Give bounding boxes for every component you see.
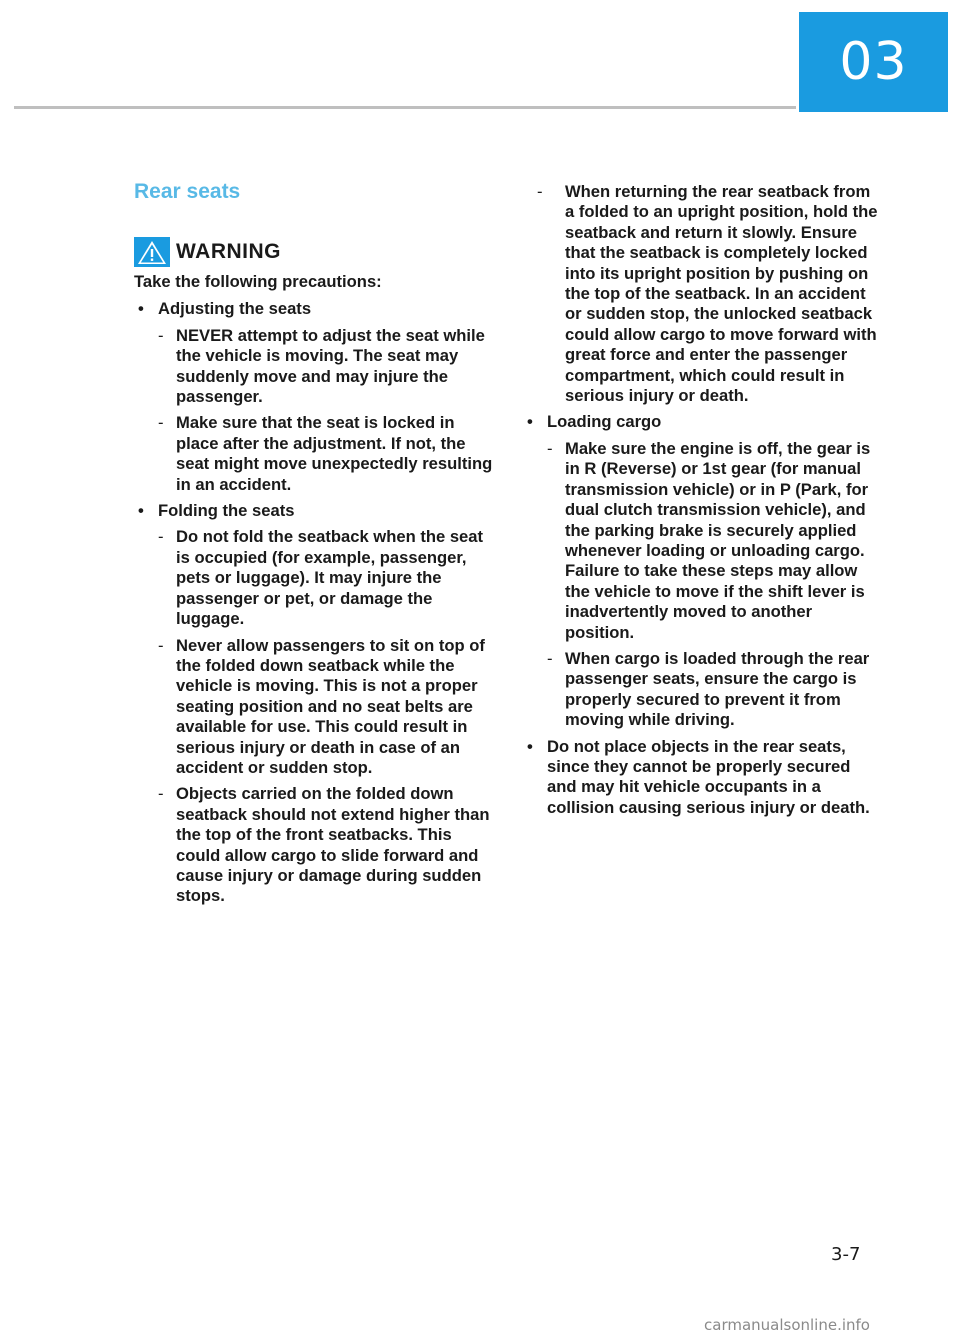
dash-item <box>158 413 494 495</box>
dash-item-text: Never allow passengers to sit on top of the folded down seatback while the vehicle is moving. This is not a proper seating position and no seat belts are available for use. This could result in serious injury or death in case of an accident or sudden stop. <box>176 635 485 777</box>
dash-item <box>158 527 494 629</box>
bullet-title: Folding the seats <box>158 501 295 521</box>
bullet-item <box>134 501 494 907</box>
bullet-title: Loading cargo <box>547 412 662 432</box>
right-bullet-list <box>523 412 878 818</box>
dash-marker: - <box>158 527 164 547</box>
left-column <box>134 238 494 913</box>
dash-list <box>158 527 494 906</box>
dash-item-text: Do not fold the seatback when the seat is occupied (for example, passenger, pets or luggage). It may injure the passenger or pet, or damage the luggage. <box>176 527 484 629</box>
dash-item <box>158 636 494 779</box>
dash-item-text: When returning the rear seatback from a folded to an upright position, hold the seatback and return it slowly. Ensure that the seatback is completely locked into its upright position by pushing on the top of the seatback. In an accident or sudden stop, the unlocked seatback could allow cargo to move forward with great force and enter the passenger compartment, which could result in serious injury or death. <box>565 182 878 406</box>
chapter-tab: 03 <box>799 12 948 112</box>
bullet-marker: • <box>527 412 533 432</box>
bullet-item <box>134 299 494 495</box>
dash-marker: - <box>537 182 543 201</box>
warning-header <box>134 238 494 266</box>
page-number: 3-7 <box>831 1244 861 1265</box>
continued-dash-list <box>523 182 878 406</box>
dash-marker: - <box>158 635 164 655</box>
bullet-item <box>523 737 878 819</box>
dash-item <box>158 784 494 906</box>
dash-marker: - <box>158 413 164 433</box>
dash-marker: - <box>547 648 553 668</box>
right-column <box>523 182 878 824</box>
bullet-item <box>523 412 878 730</box>
dash-item-text: NEVER attempt to adjust the seat while the vehicle is moving. The seat may suddenly move and may injure the passenger. <box>176 325 485 407</box>
dash-item <box>547 649 878 731</box>
dash-item <box>547 439 878 643</box>
dash-item <box>523 182 878 406</box>
dash-list <box>158 326 494 495</box>
left-bullet-list <box>134 299 494 906</box>
dash-item-text: Make sure that the seat is locked in place after the adjustment. If not, the seat might move unexpectedly resulting in an accident. <box>176 413 493 494</box>
bullet-marker: • <box>138 501 144 521</box>
dash-list <box>547 439 878 731</box>
warning-label: WARNING <box>176 239 281 263</box>
dash-item-text: Make sure the engine is off, the gear is in R (Reverse) or 1st gear (for manual transmission vehicle) or in P (Park, for dual clutch transmission vehicle), and the parking brake is securely applied whenever loading or unloading cargo. Failure to take these steps may allow the vehicle to move if the shift lever is inadvertently moved to another position. <box>565 438 871 642</box>
dash-marker: - <box>158 325 164 345</box>
warning-intro: Take the following precautions: <box>134 272 382 291</box>
bullet-title: Adjusting the seats <box>158 299 312 319</box>
warning-triangle-icon <box>134 237 170 267</box>
dash-item-text: When cargo is loaded through the rear passenger seats, ensure the cargo is properly secured to prevent it from moving while driving. <box>565 648 870 730</box>
bullet-marker: • <box>138 299 144 319</box>
dash-item-text: Objects carried on the folded down seatback should not extend higher than the top of the front seatbacks. This could allow cargo to slide forward and cause injury or damage during sudden stops. <box>176 784 490 906</box>
dash-item <box>158 326 494 408</box>
header-rule <box>14 106 796 109</box>
section-title: Rear seats <box>134 180 241 203</box>
dash-marker: - <box>547 438 553 458</box>
bullet-marker: • <box>527 736 533 756</box>
bullet-title: Do not place objects in the rear seats, since they cannot be properly secured and may hit vehicle occupants in a collision causing serious injury or death. <box>547 736 870 817</box>
watermark: carmanualsonline.info <box>704 1316 870 1334</box>
dash-marker: - <box>158 784 164 804</box>
